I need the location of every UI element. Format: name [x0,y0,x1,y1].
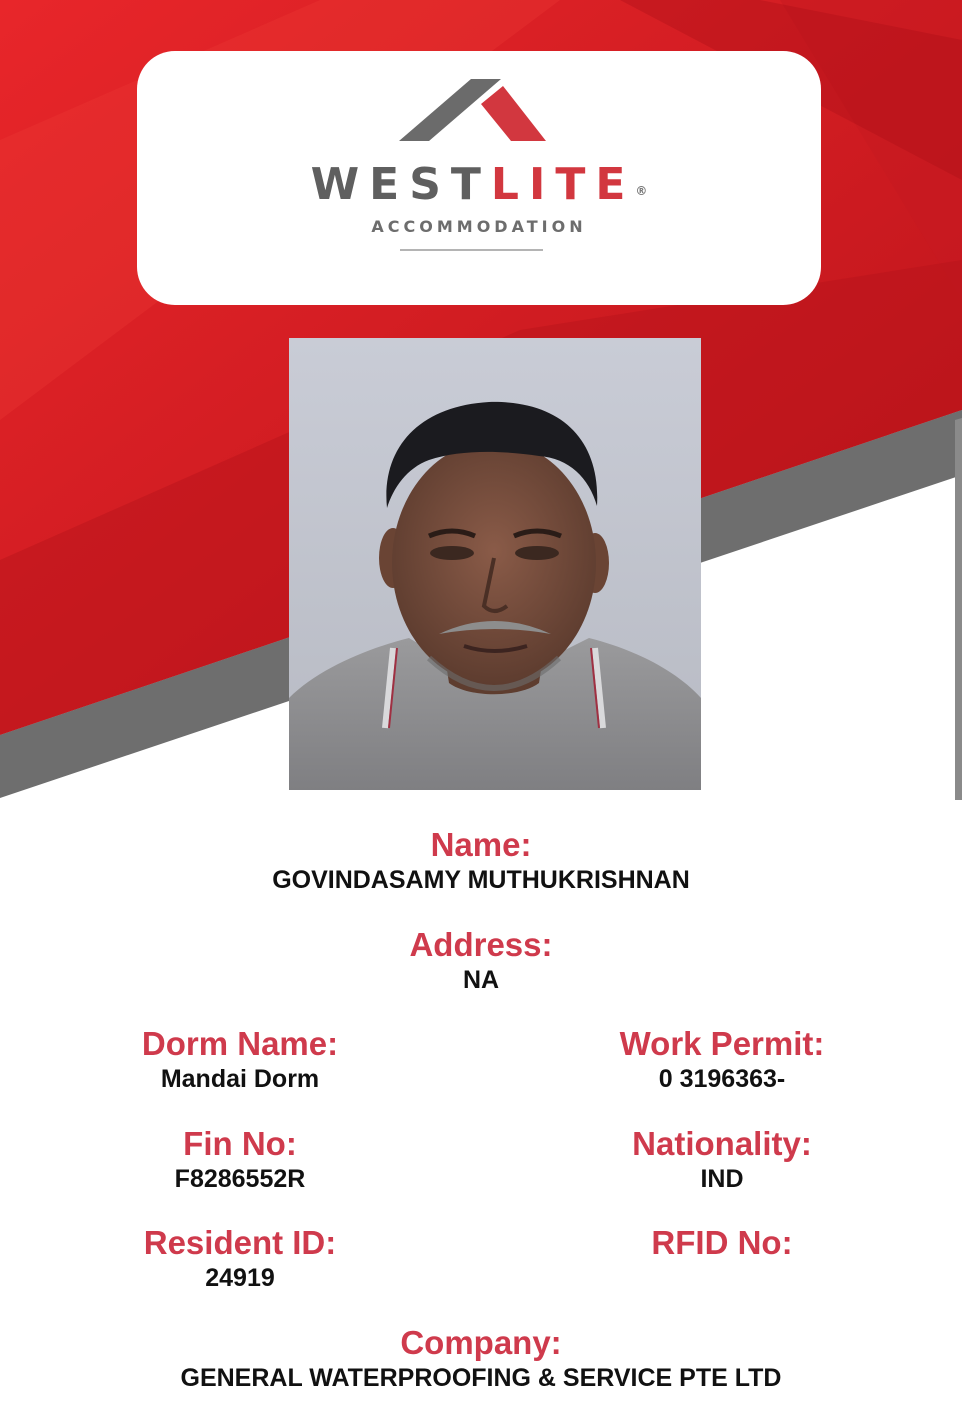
name-value: GOVINDASAMY MUTHUKRISHNAN [272,866,690,894]
logo-underline [400,249,543,251]
nationality-label: Nationality: [632,1125,812,1162]
portrait-icon [289,338,701,790]
work-permit-field [522,1025,922,1095]
address-value: NA [462,966,500,994]
roof-logo-icon [399,79,549,141]
resident-id-label: Resident ID: [143,1224,337,1261]
address-field [0,926,962,996]
company-label: Company: [400,1324,562,1361]
logo-panel [137,51,821,305]
address-label: Address: [409,926,553,963]
logo-word-west: WEST [310,159,491,210]
dorm-name-label: Dorm Name: [141,1025,339,1062]
dorm-name-value: Mandai Dorm [160,1065,320,1093]
logo-word-lite: LITE [490,159,636,210]
name-field [0,826,962,896]
company-value: GENERAL WATERPROOFING & SERVICE PTE LTD [180,1364,782,1392]
work-permit-value: 0 3196363- [658,1065,786,1093]
work-permit-label: Work Permit: [619,1025,825,1062]
nationality-value: IND [700,1165,744,1193]
fin-no-label: Fin No: [183,1125,297,1162]
fin-no-value: F8286552R [174,1165,306,1193]
logo-subtitle: ACCOMMODATION [371,217,587,236]
registered-mark: ® [635,184,648,198]
name-label: Name: [430,826,532,863]
company-field [0,1324,962,1394]
resident-id-field [40,1224,440,1294]
rfid-no-field [522,1224,922,1262]
fin-no-field [40,1125,440,1195]
resident-photo [289,338,701,790]
logo-wordmark [137,159,821,211]
nationality-field [522,1125,922,1195]
rfid-no-label: RFID No: [651,1224,793,1261]
resident-id-value: 24919 [205,1264,275,1292]
dorm-name-field [40,1025,440,1095]
